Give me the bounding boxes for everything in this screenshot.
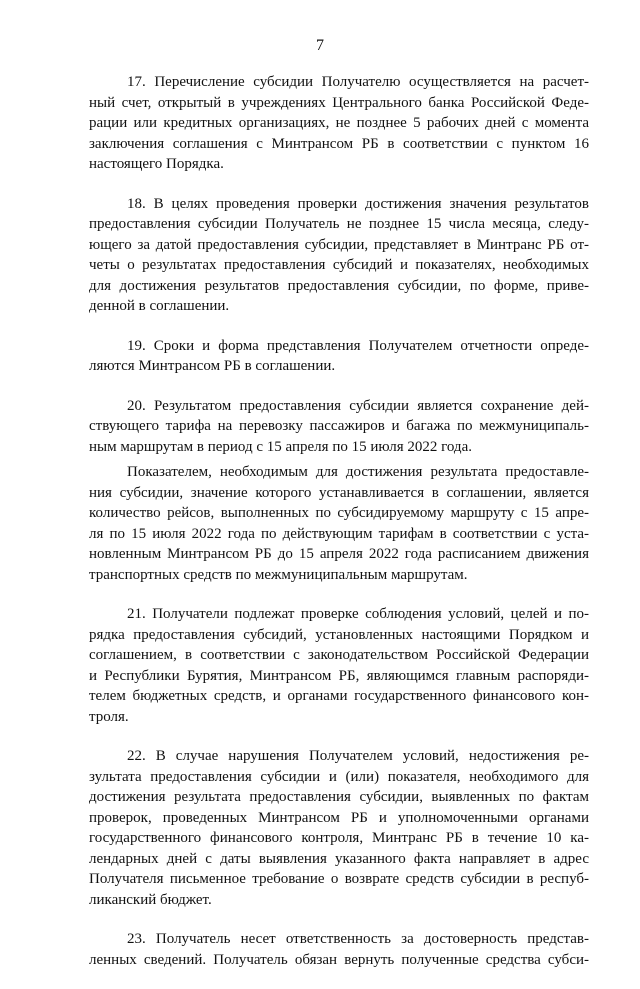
text-line: ствующего тарифа на перевозку пассажиров и багажа по межмуниципаль- — [89, 418, 589, 434]
text-line: зультата предоставления субсидии и (или) показателя, необходимого для — [89, 768, 589, 785]
text-line: проверок, проведенных Минтрансом РБ и уполномоченными органами — [89, 809, 589, 826]
text-line: количество рейсов, выполненных по субсидируемому маршруту с 15 апре- — [89, 505, 589, 521]
text-line: 21. Получатели подлежат проверке соблюдения условий, целей и по- — [127, 606, 589, 622]
text-line: государственного финансового контроля, Минтранс РБ в течение 10 ка- — [89, 830, 589, 846]
text-line: ляются Минтрансом РБ в соглашении. — [89, 358, 336, 374]
text-line: ным маршрутам в период с 15 апреля по 15 июля 2022 года. — [89, 438, 472, 455]
text-line: троля. — [89, 708, 129, 725]
text-line: денной в соглашении. — [89, 298, 230, 314]
paragraph-20 — [89, 396, 589, 458]
text-line: 18. В целях проведения проверки достижения значения результатов — [127, 195, 589, 212]
text-line: ный счет, открытый в учреждениях Центрального банка Российской Феде- — [89, 94, 589, 111]
text-line: транспортных средств по межмуниципальным маршрутам. — [89, 566, 468, 583]
text-line: ля по 15 июля 2022 года по действующим тарифам в соответствии с уста- — [89, 525, 589, 542]
text-line: заключения соглашения с Минтрансом РБ в соответствии с пунктом 16 — [89, 135, 589, 152]
text-line: 19. Сроки и форма представления Получателем отчетности опреде- — [127, 337, 589, 354]
text-line: рядка предоставления субсидий, установленных настоящими Порядком и — [89, 626, 589, 643]
text-line: новленным Минтрансом РБ до 15 апреля 2022 года расписанием движения — [89, 546, 589, 562]
text-line: и Республики Бурятия, Минтрансом РБ, являющимся главным распоряди- — [89, 667, 589, 684]
text-line: 17. Перечисление субсидии Получателю осуществляется на расчет- — [127, 74, 589, 90]
text-line: соглашением, в соответствии с законодательством Российской Федерации — [89, 647, 589, 663]
text-line: телем бюджетных средств, и органами государственного финансового кон- — [89, 688, 589, 704]
text-line: 20. Результатом предоставления субсидии является сохранение дей- — [127, 397, 589, 414]
paragraph-17 — [89, 72, 589, 175]
text-line: Показателем, необходимым для достижения результата предоставле- — [127, 464, 589, 480]
text-line: предоставления субсидии Получатель не позднее 15 числа месяца, следу- — [89, 216, 589, 232]
paragraph-21 — [89, 604, 589, 727]
paragraph-23 — [89, 929, 589, 970]
text-line: Получателя письменное требование о возврате средств субсидии в респуб- — [89, 871, 589, 887]
text-line: 22. В случае нарушения Получателем условий, недостижения ре- — [127, 748, 589, 764]
text-line: достижения результата предоставления субсидии, выявленных по фактам — [89, 789, 589, 805]
paragraph-20-indicator — [89, 462, 589, 585]
text-line: рации или кредитных организациях, не позднее 5 рабочих дней с момента — [89, 115, 589, 131]
text-line: ния субсидии, значение которого устанавливается в соглашении, является — [89, 484, 589, 501]
paragraph-19 — [89, 336, 589, 377]
text-line: для достижения результатов предоставления субсидии, по форме, приве- — [89, 277, 589, 294]
document-body — [89, 72, 589, 989]
text-line: лендарных дней с даты выявления указанного факта направляет в адрес — [89, 850, 589, 867]
text-line: 23. Получатель несет ответственность за достоверность представ- — [127, 931, 589, 947]
text-line: настоящего Порядка. — [89, 156, 224, 172]
text-line: четы о результатах предоставления субсидий и показателях, необходимых — [89, 257, 589, 273]
text-line: ленных сведений. Получатель обязан вернуть полученные средства субси- — [89, 951, 589, 968]
text-line: ющего за датой предоставления субсидии, представляет в Минтранс РБ от- — [89, 236, 589, 253]
page-number: 7 — [316, 37, 324, 54]
paragraph-18 — [89, 194, 589, 317]
text-line: ликанский бюджет. — [89, 891, 212, 908]
paragraph-22 — [89, 746, 589, 910]
